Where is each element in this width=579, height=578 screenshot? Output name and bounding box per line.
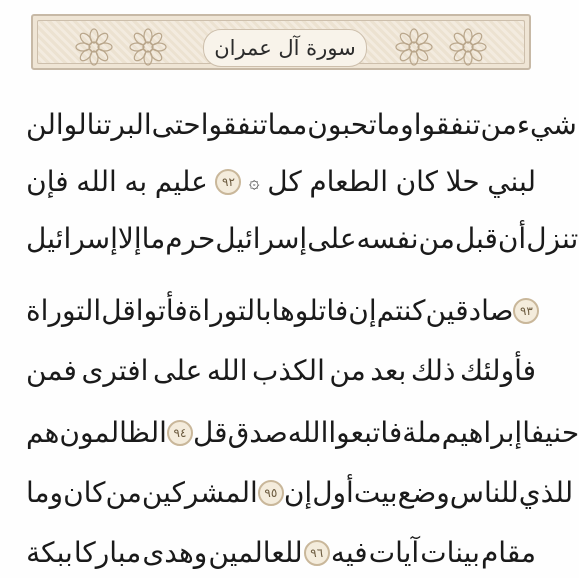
verse-word: بيت — [353, 476, 398, 509]
verse-word: كنتم — [376, 294, 426, 327]
verse-word: أول — [312, 476, 354, 509]
verse-word: إبراهيم — [441, 416, 523, 449]
verse-word: هم — [26, 416, 60, 449]
verse-word: مما — [267, 108, 308, 141]
verse-word: تنزل — [526, 222, 579, 255]
verse-word: عليم — [154, 165, 208, 198]
verse-word: من — [480, 108, 517, 141]
verse-word: افترى — [81, 354, 149, 387]
verse-line — [26, 346, 536, 396]
verse-word: وما — [26, 476, 64, 509]
verse-line — [26, 214, 579, 264]
verse-word: مقام — [480, 536, 536, 569]
verse-word: للناس — [449, 476, 519, 509]
verse-word: فإن — [26, 165, 69, 198]
verse-word: للعالمين — [208, 536, 303, 569]
verse-word: فمن — [26, 354, 77, 387]
verse-word: بالتوراة — [187, 294, 272, 327]
verse-word: كل — [267, 165, 302, 198]
verse-word: كان — [63, 476, 106, 509]
verse-word: فاتبعوا — [328, 416, 403, 449]
verse-word: صدق — [227, 416, 288, 449]
verse-word: حتى — [151, 108, 201, 141]
verse-word: تنفقوا — [200, 108, 268, 141]
verse-word: على — [153, 354, 203, 387]
ayah-marker-icon: ٩٢ — [215, 169, 241, 195]
verse-word: إن — [348, 294, 377, 327]
verse-word: ببكة — [26, 536, 73, 569]
verse-word: لن — [26, 108, 56, 141]
verse-word: حنيفا — [522, 416, 579, 449]
verse-line — [26, 468, 574, 518]
verse-word: تحبون — [307, 108, 377, 141]
verse-word: بينات — [420, 536, 480, 569]
verse-word: ذلك — [410, 354, 456, 387]
verse-line — [26, 100, 577, 150]
verse-word: قل — [192, 416, 228, 449]
verse-word: الله — [206, 354, 248, 387]
verse-word: من — [418, 222, 455, 255]
ayah-marker-icon: ٩٦ — [304, 540, 330, 566]
verse-word: لبني — [487, 165, 536, 198]
verse-word: إن — [283, 476, 313, 509]
verse-word: تنفقوا — [413, 108, 481, 141]
verse-word: التوراة — [26, 294, 102, 327]
verse-word: البر — [111, 108, 152, 141]
verse-word: على — [307, 222, 357, 255]
verse-word: نفسه — [356, 222, 419, 255]
verse-word: فاتلوها — [271, 294, 349, 327]
verse-word: وما — [376, 108, 414, 141]
verse-line — [26, 528, 536, 578]
ayah-marker-icon: ٩٣ — [513, 298, 539, 324]
verse-word: أن — [497, 222, 527, 255]
surah-title: سورة آل عمران — [214, 36, 356, 60]
verse-word: به — [124, 165, 148, 198]
verse-word: إسرائيل — [26, 222, 118, 255]
verse-word: قبل — [454, 222, 498, 255]
ayah-marker-icon: ٩٥ — [258, 480, 284, 506]
verse-line — [26, 408, 579, 458]
verse-word: ملة — [402, 416, 442, 449]
verse-word: للذي — [518, 476, 574, 509]
verse-word: الظالمون — [59, 416, 167, 449]
verse-word: آيات — [368, 536, 420, 569]
verse-word: قل — [101, 294, 136, 327]
hizb-marker-icon: ۞ — [249, 171, 260, 193]
verse-word: من — [329, 354, 366, 387]
verse-word: المشركين — [141, 476, 258, 509]
verse-word: حلا — [445, 165, 480, 198]
verse-word: وضع — [397, 476, 450, 509]
verse-word: فأتوا — [135, 294, 188, 327]
verse-word: صادقين — [425, 294, 514, 327]
verse-word: بعد — [370, 354, 407, 387]
verse-word: ما — [141, 222, 166, 255]
verse-word: شيء — [516, 108, 577, 141]
verse-word: فيه — [330, 536, 368, 569]
verse-word: وهدى — [142, 536, 208, 569]
verse-word: الله — [287, 416, 329, 449]
verse-word: الكذب — [252, 354, 325, 387]
verse-word: الله — [76, 165, 117, 198]
verse-word: فأولئك — [459, 354, 536, 387]
verse-word: إسرائيل — [215, 222, 308, 255]
verse-word: تنالوا — [55, 108, 112, 141]
verse-word: مباركا — [73, 536, 142, 569]
verse-line — [26, 157, 536, 207]
verse-line — [26, 286, 536, 336]
verse-word: حرم — [165, 222, 216, 255]
verse-word: إلا — [117, 222, 142, 255]
ayah-marker-icon: ٩٤ — [167, 420, 193, 446]
verse-word: كان — [395, 165, 439, 198]
verse-word: من — [105, 476, 142, 509]
verse-word: الطعام — [309, 165, 388, 198]
